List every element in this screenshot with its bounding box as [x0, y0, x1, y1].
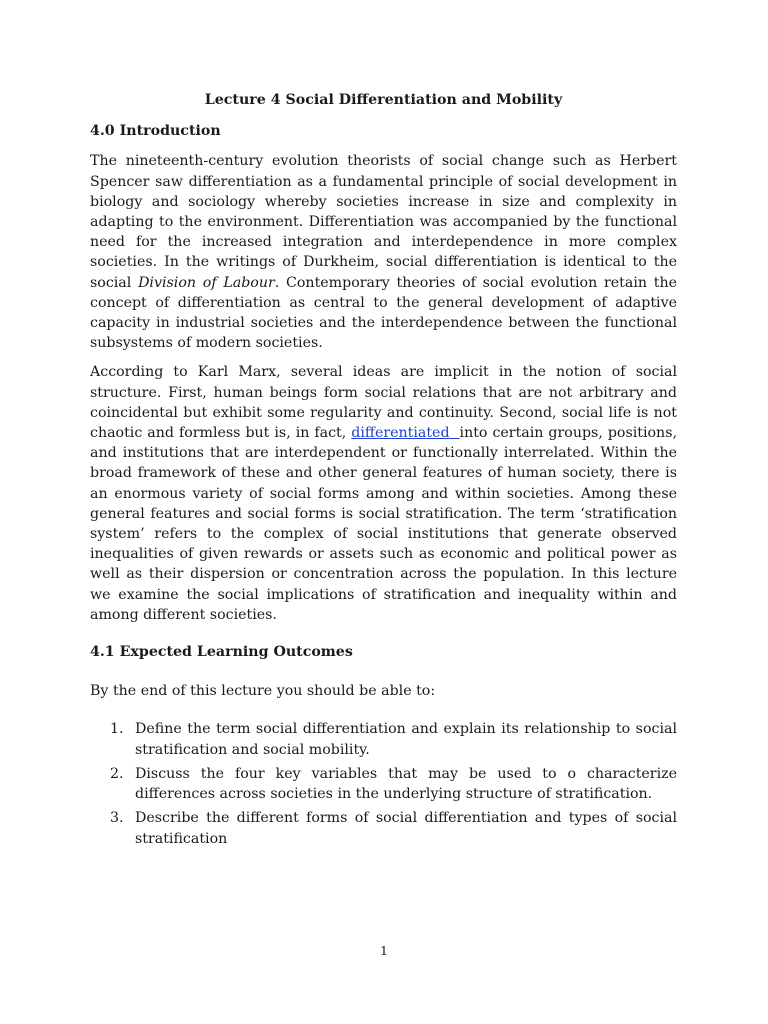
list-item-text: Describe the different forms of social differentiation and types of social stratification — [135, 810, 677, 847]
paragraph-1-text-end: . Contemporary theories of social evolution retain the concept of differentiation as central to the general development of adaptive capacity in industrial societies and the interdependence between the functional subsystems of modern societies. — [90, 274, 677, 352]
outcomes-list — [90, 719, 677, 848]
paragraph-2-text-end: into certain groups, positions, and institutions that are interdependent or functionally interrelated. Within the broad framework of these and other general features of human society, there is an enormous variety of social forms among and within societies. Among these general features and social forms is social stratification. The term ‘stratification system’ refers to the complex of social institutions that generate observed inequalities of given rewards or assets such as economic and political power as well as their dispersion or concentration across the population. In this lecture we examine the social implications of stratification and inequality within and among different societies. — [90, 425, 677, 623]
list-item-number: 3. — [110, 810, 124, 827]
outcomes-intro: By the end of this lecture you should be able to: — [90, 683, 436, 700]
paragraph-2-text-start: According to Karl Marx, several ideas are implicit in the notion of social structure. First, human beings form social relations that are not arbitrary and coincidental but exhibit some regularity and continuity. Second, social life is not chaotic and formless but is, in fact, — [90, 364, 677, 442]
introduction-paragraph-2 — [90, 362, 677, 625]
paragraph-1-text-start: The nineteenth-century evolution theorists of social change such as Herbert Spencer saw differentiation as a fundamental principle of social development in biology and sociology whereby societies increase in size and complexity in adapting to the environment. Differentiation was accompanied by the functional need for the increased integration and interdependence in more complex societies. In the writings of Durkheim, social differentiation is identical to the social — [90, 153, 677, 291]
list-item — [110, 764, 677, 804]
page-content — [90, 90, 677, 853]
list-item-number: 1. — [110, 721, 124, 738]
list-item-number: 2. — [110, 765, 124, 782]
division-of-labour-italic: Division of Labour — [138, 274, 275, 291]
list-item-text: Define the term social differentiation and explain its relationship to social stratification and social mobility. — [135, 721, 677, 758]
list-item-text: Discuss the four key variables that may be used to o characterize differences across societies in the underlying structure of stratification. — [135, 765, 677, 803]
link-underline-gap — [450, 425, 460, 441]
lecture-title: Lecture 4 Social Differentiation and Mobility — [204, 92, 563, 108]
learning-outcomes-heading: 4.1 Expected Learning Outcomes — [90, 644, 353, 661]
introduction-heading: 4.0 Introduction — [90, 123, 221, 140]
page-number: 1 — [380, 943, 388, 958]
list-item — [110, 719, 677, 759]
list-item — [110, 808, 677, 848]
differentiated-link[interactable]: differentiated — [351, 425, 450, 442]
introduction-paragraph-1 — [90, 151, 677, 353]
